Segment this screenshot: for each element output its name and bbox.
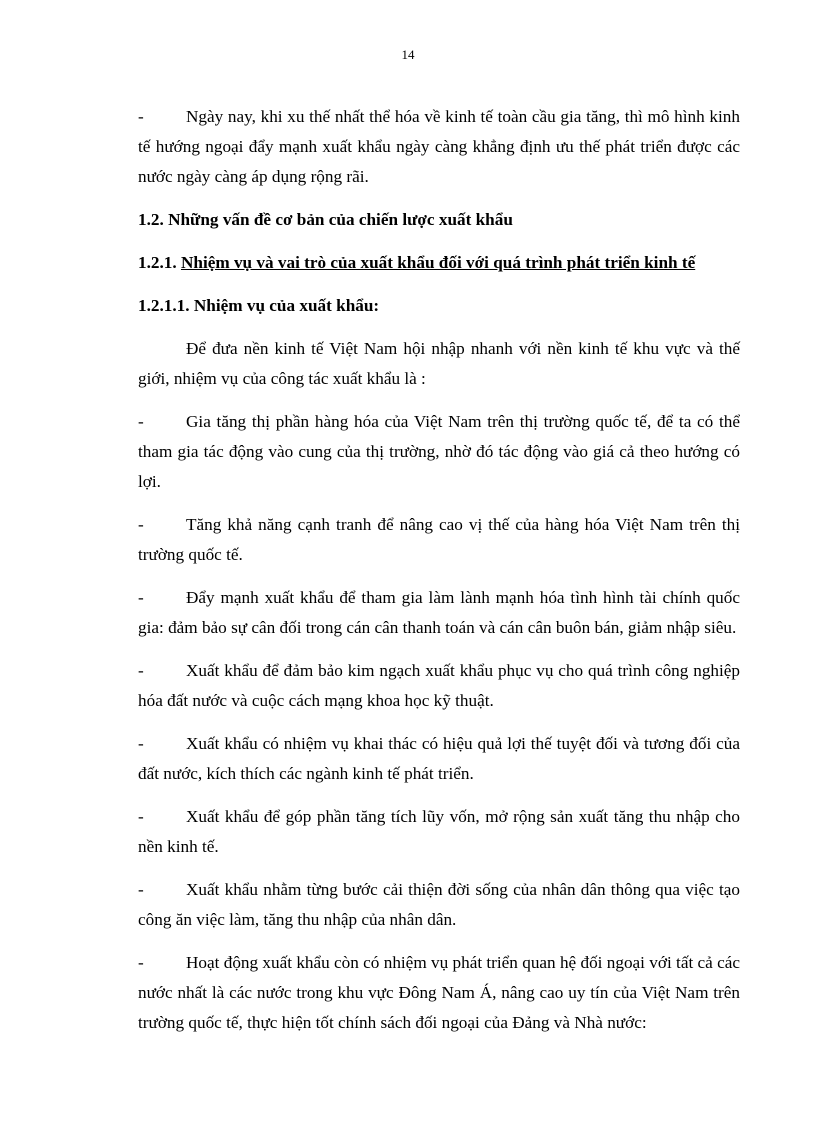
bullet-paragraph [138,875,740,935]
intro-paragraph: Để đưa nền kinh tế Việt Nam hội nhập nhanh với nền kinh tế khu vực và thế giới, nhiệm vụ của công tác xuất khẩu là : [138,339,740,388]
page-number: 14 [401,47,415,62]
paragraph-text: Ngày nay, khi xu thế nhất thể hóa về kinh tế toàn cầu gia tăng, thì mô hình kinh tế hướng ngoại đẩy mạnh xuất khẩu ngày càng khẳng định ưu thế phát triển được các nước ngày càng áp dụng rộng rãi. [138,107,740,186]
bullet-paragraph [138,510,740,570]
subsubsection-heading: 1.2.1.1. Nhiệm vụ của xuất khẩu: [138,296,380,315]
bullet-dash: - [138,661,144,680]
paragraph-text: Xuất khẩu để góp phần tăng tích lũy vốn, mở rộng sản xuất tăng thu nhập cho nền kinh tế. [138,807,740,856]
paragraph-text: Đẩy mạnh xuất khẩu để tham gia làm lành mạnh hóa tình hình tài chính quốc gia: đảm bảo sự cân đối trong cán cân thanh toán và cán cân buôn bán, giảm nhập siêu. [138,588,740,637]
bullet-paragraph [138,407,740,497]
document-body [138,102,740,1051]
subsection-title: Nhiệm vụ và vai trò của xuất khẩu đối với quá trình phát triển kinh tế [180,253,696,272]
bullet-paragraph [138,729,740,789]
paragraph-text: Hoạt động xuất khẩu còn có nhiệm vụ phát triển quan hệ đối ngoại với tất cả các nước nhất là các nước trong khu vực Đông Nam Á, nâng cao uy tín của Việt Nam trên trường quốc tế, thực hiện tốt chính sách đối ngoại của Đảng và Nhà nước: [138,953,740,1032]
bullet-paragraph [138,802,740,862]
paragraph-text: Gia tăng thị phần hàng hóa của Việt Nam trên thị trường quốc tế, để ta có thể tham gia tác động vào cung của thị trường, nhờ đó tác động vào giá cả theo hướng có lợi. [138,412,740,491]
section-heading: 1.2. Những vấn đề cơ bản của chiến lược xuất khẩu [138,210,513,229]
bullet-dash: - [138,880,144,899]
paragraph-text: Xuất khẩu để đảm bảo kim ngạch xuất khẩu phục vụ cho quá trình công nghiệp hóa đất nước và cuộc cách mạng khoa học kỹ thuật. [138,661,740,710]
paragraph-text: Tăng khả năng cạnh tranh để nâng cao vị thế của hàng hóa Việt Nam trên thị trường quốc tế. [138,515,740,564]
bullet-dash: - [138,807,144,826]
bullet-dash: - [138,953,144,972]
bullet-dash: - [138,734,144,753]
bullet-dash: - [138,412,144,431]
paragraph-text: Xuất khẩu có nhiệm vụ khai thác có hiệu quả lợi thế tuyệt đối và tương đối của đất nước, kích thích các ngành kinh tế phát triển. [138,734,740,783]
bullet-dash: - [138,515,144,534]
bullet-dash: - [138,588,144,607]
bullet-paragraph [138,948,740,1038]
paragraph-text: Xuất khẩu nhằm từng bước cải thiện đời sống của nhân dân thông qua việc tạo công ăn việc làm, tăng thu nhập của nhân dân. [138,880,740,929]
subsection-number: 1.2.1. [138,253,181,272]
subsection-heading [138,248,740,278]
bullet-dash: - [138,107,144,126]
bullet-paragraph [138,583,740,643]
bullet-paragraph [138,656,740,716]
bullet-paragraph [138,102,740,192]
